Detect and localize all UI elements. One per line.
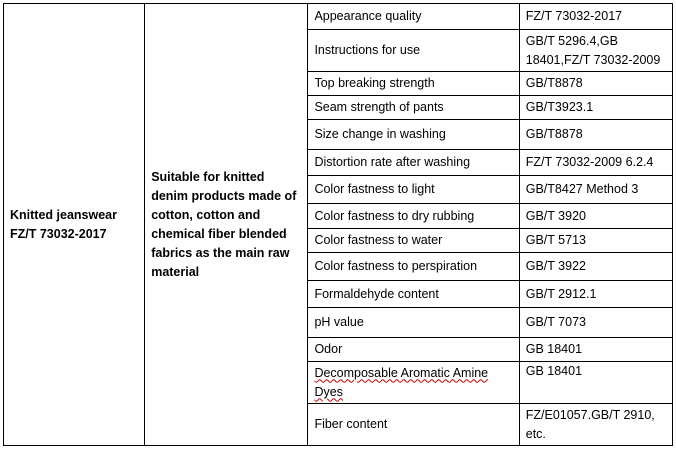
test-method: GB/T8427 Method 3 bbox=[519, 176, 672, 204]
table-row bbox=[4, 4, 673, 30]
test-method: GB/T 2912.1 bbox=[519, 281, 672, 308]
test-item: Top breaking strength bbox=[308, 72, 519, 96]
test-item: Distortion rate after washing bbox=[308, 150, 519, 176]
test-item: pH value bbox=[308, 308, 519, 338]
test-method: GB/T 7073 bbox=[519, 308, 672, 338]
scope-cell: Suitable for knitted denim products made of cotton, cotton and chemical fiber blended fabrics as the main raw material bbox=[145, 4, 308, 446]
test-method: GB/T 5296.4,GB 18401,FZ/T 73032-2009 bbox=[519, 30, 672, 72]
test-method: GB/T8878 bbox=[519, 72, 672, 96]
test-method: GB/T 3922 bbox=[519, 253, 672, 281]
test-item: Color fastness to dry rubbing bbox=[308, 204, 519, 229]
product-standard: FZ/T 73032-2017 bbox=[10, 226, 107, 241]
test-method: GB 18401 bbox=[519, 362, 672, 404]
test-method: GB/T 3920 bbox=[519, 204, 672, 229]
test-item bbox=[308, 362, 519, 404]
test-item: Seam strength of pants bbox=[308, 96, 519, 120]
test-item: Instructions for use bbox=[308, 30, 519, 72]
test-method: FZ/T 73032-2017 bbox=[519, 4, 672, 30]
test-item: Formaldehyde content bbox=[308, 281, 519, 308]
test-item-label: Decomposable Aromatic Amine Dyes bbox=[314, 365, 489, 399]
test-item: Appearance quality bbox=[308, 4, 519, 30]
standards-table bbox=[3, 3, 673, 446]
test-method: GB 18401 bbox=[519, 338, 672, 362]
test-method: GB/T 5713 bbox=[519, 229, 672, 253]
test-method: GB/T8878 bbox=[519, 120, 672, 150]
test-item: Size change in washing bbox=[308, 120, 519, 150]
test-item: Fiber content bbox=[308, 404, 519, 446]
product-cell bbox=[4, 4, 145, 446]
test-method: GB/T3923.1 bbox=[519, 96, 672, 120]
test-method: FZ/T 73032-2009 6.2.4 bbox=[519, 150, 672, 176]
test-item: Color fastness to water bbox=[308, 229, 519, 253]
test-item: Color fastness to perspiration bbox=[308, 253, 519, 281]
test-item: Odor bbox=[308, 338, 519, 362]
test-method: FZ/E01057.GB/T 2910, etc. bbox=[519, 404, 672, 446]
test-item: Color fastness to light bbox=[308, 176, 519, 204]
product-name: Knitted jeanswear bbox=[10, 207, 117, 222]
